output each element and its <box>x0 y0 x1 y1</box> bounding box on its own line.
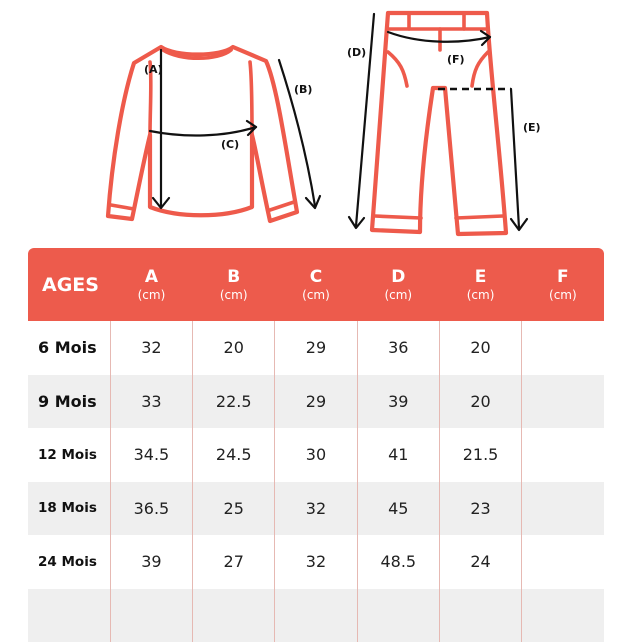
value-cell <box>522 589 604 642</box>
column-header-e: E (cm) <box>439 248 521 321</box>
value-cell <box>522 428 604 482</box>
pants-measure-d <box>347 14 374 228</box>
value-cell: 39 <box>357 375 439 429</box>
table-header-row <box>28 248 604 321</box>
pants-right-hem <box>456 216 503 218</box>
value-cell: 32 <box>275 535 357 589</box>
value-cell <box>357 589 439 642</box>
value-cell: 29 <box>275 375 357 429</box>
pants-left-hem <box>375 216 421 218</box>
value-cell: 27 <box>193 535 275 589</box>
column-header-a: A (cm) <box>110 248 192 321</box>
shirt-illustration <box>108 47 297 221</box>
value-cell: 20 <box>439 321 521 375</box>
age-cell: 6 Mois <box>28 321 110 375</box>
value-cell: 32 <box>110 321 192 375</box>
label-c: (C) <box>221 138 239 151</box>
value-cell: 24 <box>439 535 521 589</box>
table-row <box>28 589 604 642</box>
size-guide-diagram <box>0 0 630 245</box>
value-cell: 33 <box>110 375 192 429</box>
value-cell: 22.5 <box>193 375 275 429</box>
table-row <box>28 535 604 589</box>
value-cell: 21.5 <box>439 428 521 482</box>
age-cell: 18 Mois <box>28 482 110 536</box>
value-cell: 34.5 <box>110 428 192 482</box>
value-cell: 30 <box>275 428 357 482</box>
column-header-c: C (cm) <box>275 248 357 321</box>
age-cell: 24 Mois <box>28 535 110 589</box>
column-header-b: B (cm) <box>193 248 275 321</box>
value-cell <box>439 589 521 642</box>
shirt-outline <box>108 47 297 221</box>
age-cell: 9 Mois <box>28 375 110 429</box>
column-header-d: D (cm) <box>357 248 439 321</box>
value-cell: 39 <box>110 535 192 589</box>
value-cell: 41 <box>357 428 439 482</box>
label-f: (F) <box>447 53 465 66</box>
table-row <box>28 321 604 375</box>
value-cell: 36 <box>357 321 439 375</box>
value-cell: 45 <box>357 482 439 536</box>
value-cell: 32 <box>275 482 357 536</box>
value-cell <box>110 589 192 642</box>
pants-illustration <box>372 13 506 234</box>
value-cell: 25 <box>193 482 275 536</box>
value-cell <box>522 535 604 589</box>
value-cell <box>275 589 357 642</box>
value-cell: 20 <box>193 321 275 375</box>
table-row <box>28 482 604 536</box>
value-cell <box>193 589 275 642</box>
value-cell: 36.5 <box>110 482 192 536</box>
value-cell: 20 <box>439 375 521 429</box>
age-cell: 12 Mois <box>28 428 110 482</box>
value-cell <box>522 482 604 536</box>
value-cell: 48.5 <box>357 535 439 589</box>
table-row <box>28 428 604 482</box>
table-row <box>28 375 604 429</box>
value-cell: 24.5 <box>193 428 275 482</box>
size-chart-table <box>28 248 604 642</box>
label-e: (E) <box>523 121 541 134</box>
value-cell <box>522 321 604 375</box>
ages-column-header: AGES <box>28 248 110 321</box>
age-cell <box>28 589 110 642</box>
label-d: (D) <box>347 46 366 59</box>
value-cell: 29 <box>275 321 357 375</box>
value-cell: 23 <box>439 482 521 536</box>
label-b: (B) <box>294 83 312 96</box>
label-a: (A) <box>144 63 163 76</box>
value-cell <box>522 375 604 429</box>
column-header-f: F (cm) <box>522 248 604 321</box>
